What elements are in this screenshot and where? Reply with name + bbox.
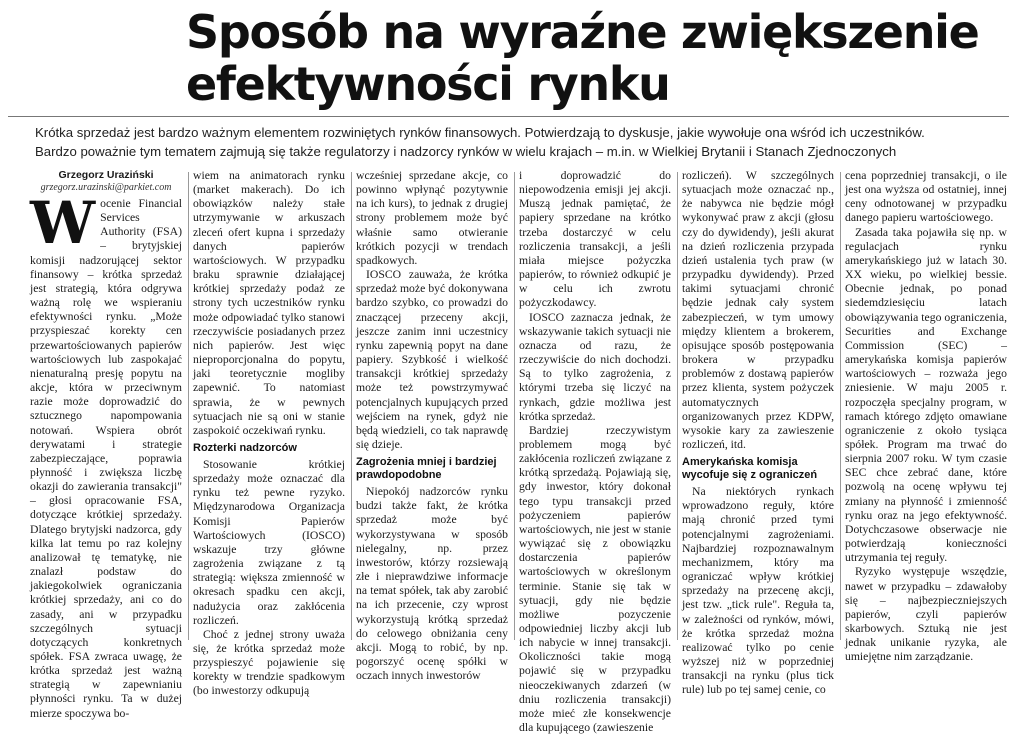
lead-line-2: Bardzo poważnie tym tematem zajmują się także regulatorzy i nadzorcy rynków w wielu krajach – m.in. w Wielkiej Brytanii i Stanach Zjednoczonych [35, 143, 897, 159]
column-1 [30, 169, 182, 720]
headline-line-2: efektywności rynku [186, 57, 670, 111]
author-byline: Grzegorz Uraziński [58, 169, 154, 181]
body-paragraph: rozliczeń). W szczególnych sytuacjach może oznaczać np., że nabywca nie będzie mógł wykonywać praw z akcji (głosu czy do dywidendy), jeśli akurat na dzień rozliczenia przypada dzień ustalenia tych praw (w przypadku dywidendy). Przed takimi sytuacjami chronić będzie jednak cały system zabezpieczeń, w tym umowy między klientem a brokerem, opisujące sposób postępowania brokera w przypadku problemów z dostawą papierów przez klienta, system pożyczek automatycznych organizowanych przez KDPW, wysokie kary za zawieszenie rozliczeń, itd. [682, 169, 834, 451]
body-paragraph: IOSCO zaznacza jednak, że wskazywanie takich sytuacji nie oznacza od razu, że rzeczywiście do nich dochodzi. Są to tylko zagrożenia, z którymi trzeba się liczyć na rynkach, gdzie możliwa jest krótka sprzedaż. [519, 310, 671, 423]
body-paragraph: Bardziej rzeczywistym problemem mogą być zakłócenia rozliczeń związane z krótką sprzedażą. Pojawiają się, gdy inwestor, który dokonał tego typu transakcji przed pożyczeniem papierów wartościowych, nie jest w stanie wywiązać się z obowiązku dostarczenia papierów wartościowych w określonym terminie. Stanie się tak w sytuacji, gdy nie będzie możliwe pozyczenie odpowiedniej liczby akcji lub ich nabycie w innej transakcji. Okoliczności takie mogą pojawić się w przypadku nieoczekiwanych zdarzeń (w dniu rozliczenia transakcji) może mieć złe konsekwencje dla kupującego (zawieszenie [519, 423, 671, 735]
body-paragraph: Choć z jednej strony uważa się, że krótka sprzedaż może przyspieszyć pojawienie się korekty w trendzie spadkowym (bo inwestorzy odkupują [193, 627, 345, 698]
headline [186, 6, 1006, 110]
body-paragraph: cena poprzedniej transakcji, o ile jest ona wyższa od ostatniej, innej ceny odnotowanej w przypadku danego papieru wartościowego. [845, 169, 1007, 225]
body-paragraph: Niepokój nadzorców rynku budzi także fakt, że krótka sprzedaż może być wykorzystywana w sposób nielegalny, np. przez inwestorów, którzy rozsiewają złe i nieprawdziwe informacje na temat spółek, tak aby zarobić na ich przecenie, czy wprost wykorzystują krótką sprzedaż do celowego obniżania ceny akcji. Mogą to robić, by np. pogorszyć ocenę spółki w oczach innych inwestorów [356, 485, 508, 683]
body-paragraph: i doprowadzić do niepowodzenia emisji jej akcji. Muszą jednak pamiętać, że papiery sprzedane na krótko trzeba dostarczyć w celu rozliczenia transakcji, a jeśli miała miejsce pożyczka papierów, to również odkupić je w celu ich zwrotu pożyczkodawcy. [519, 169, 671, 310]
lead-paragraph [35, 124, 1005, 161]
column-2 [193, 169, 345, 698]
column-3 [356, 169, 508, 683]
lead-line-1: Krótka sprzedaż jest bardzo ważnym elementem rozwiniętych rynków finansowych. Potwierdzają to dyskusje, jakie wywołuje ona wśród ich uczestników. [35, 125, 925, 140]
body-paragraph: wcześniej sprzedane akcje, co powinno wpłynąć pozytywnie na ich kurs), to jednak z drugiej strony problemem może być właśnie samo otwieranie krótkich pozycji w trendach spadkowych. [356, 169, 508, 267]
column-6 [845, 169, 1007, 664]
drop-cap: W [30, 189, 96, 257]
headline-line-1: Sposób na wyraźne zwiększenie [186, 5, 979, 59]
column-divider [840, 172, 841, 640]
body-paragraph: wiem na animatorach rynku (market makerach). Do ich obowiązków należy stałe utrzymywanie w arkuszach zleceń ofert kupna i sprzedaży danych papierów wartościowych. W przypadku braku sprawnie działającej krótkiej sprzedaży podaż ze strony tych uczestników rynku może odpowiadać tylko stanowi rzeczywiście posiadanych przez nich papierów. Jest więc nieproporcjonalna do popytu, jaki teoretycznie mogliby zapewnić. To natomiast sprawia, że w pewnych sytuacjach nie są oni w stanie zaspokoić oczekiwań rynku. [193, 169, 345, 437]
column-4 [519, 169, 671, 735]
column-divider [514, 172, 515, 640]
body-paragraph: Zasada taka pojawiła się np. w regulacjach rynku amerykańskiego już w latach 30. XX wieku, po wielkiej bessie. Obecnie jednak, po ponad siedemdziesięciu latach obowiązywania tego ograniczenia, Securities and Exchange Commission (SEC) – amerykańska komisja papierów wartościowych – rozważa jego zniesienie. W maju 2005 r. rozpoczęła specjalny program, w ramach którego zdjęto omawiane ograniczenie z około tysiąca spółek. Program ma trwać do sierpnia 2007 roku. W tym czasie SEC chce zebrać dane, które pozwolą na ocenę wpływu tej zmiany na płynność i zmienność rynku oraz na jego efektywność. Dotychczasowe obserwacje nie potwierdzają konieczności utrzymania tej reguły. [845, 225, 1007, 565]
body-paragraph: Stosowanie krótkiej sprzedaży może oznaczać dla rynku też pewne ryzyko. Międzynarodowa Organizacja Komisji Papierów Wartościowych (IOSCO) wskazuje trzy główne zagrożenia związane z tą strategią: większa zmienność w okresach spadku cen akcji, nadużycia oraz zakłócenia rozliczeń. [193, 457, 345, 627]
column-divider [188, 172, 189, 640]
body-paragraph: Na niektórych rynkach wprowadzono reguły, które mają chronić przed tymi potencjalnymi zagrożeniami. Najbardziej rozpoznawalnym mechanizmem, który ma ograniczać wpływ krótkiej sprzedaży na przecenę akcji, jest tzw. „tick rule". Reguła ta, w zależności od rynków, mówi, że krótka sprzedaż można realizować tylko po cenie wyższej niż w poprzedniej transakcji na rynku (plus tick rule) lub po tej samej cenie, co [682, 485, 834, 697]
author-email: grzegorz.urazinski@parkiet.com [40, 182, 172, 193]
body-paragraph: ocenie Financial Services Authority (FSA) – brytyjskiej komisji nadzorującej sektor finansowy – krótka sprzedaż jest strategią, która odgrywa ważną rolę we wspieraniu efektywności rynku. „Może przyspieszać korekty cen przewartościowanych papierów wartościowych lub zaspokajać nienaturalną presję popytu na akcje, która w przeciwnym razie może doprowadzić do sztucznego napompowania notowań. Wspiera obrót derywatami i strategie zabezpieczające, poprawia płynność i zwiększa liczbę okazji do zawierania transakcji" – głosi opracowanie FSA, dotyczące krótkiej sprzedaży. Dlatego brytyjski nadzorca, gdy kilka lat temu po raz kolejny analizował tę tematykę, nie znalazł podstaw do jakiegokolwiek ograniczania krótkiej sprzedaży, ani co do zasady, ani w przypadku szczególnych sytuacji dotyczących konkretnych spółek. FSA zwraca uwagę, że krótka sprzedaż jest ważną strategią w zapewnianiu płynności rynku. Ta w dużej mierze spoczywa bo- [30, 197, 182, 720]
subheading-zagrozenia: Zagrożenia mniej i bardziej prawdopodobne [356, 456, 497, 482]
column-5 [682, 169, 834, 697]
subheading-rozterki: Rozterki nadzorców [193, 441, 297, 454]
header-rule [8, 116, 1009, 117]
body-paragraph: IOSCO zauważa, że krótka sprzedaż może być dokonywana bardzo szybko, co prowadzi do znaczącej przeceny akcji, jeszcze zanim inni uczestnicy rynku zapewnią popyt na dane papiery. Szybkość i wielkość transakcji krótkiej sprzedaży może też powstrzymywać potencjalnych kupujących przed wejściem na rynek, gdyż nie będą wiedzieli, co tak naprawdę się dzieje. [356, 268, 508, 451]
column-divider [677, 172, 678, 640]
body-paragraph: Ryzyko występuje wszędzie, nawet w przypadku – zdawałoby się – najbezpieczniejszych papierów, czyli papierów skarbowych. Sztuką nie jest jednak unikanie ryzyka, ale umiejętne nim zarządzanie. [845, 565, 1007, 664]
subheading-amerykanska: Amerykańska komisja wycofuje się z ograniczeń [682, 456, 818, 482]
column-divider [351, 172, 352, 640]
